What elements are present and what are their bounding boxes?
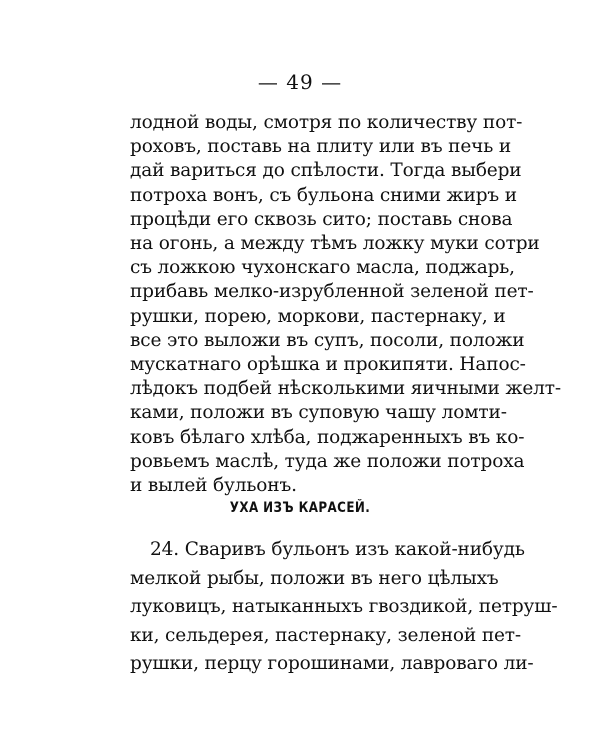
text-line: рушки, порею, моркови, пастернаку, и	[130, 305, 506, 327]
text-line: потроха вонъ, съ бульона сними жиръ и	[130, 184, 517, 206]
text-line: ковъ бѣлаго хлѣба, поджаренныхъ въ ко-	[130, 426, 525, 448]
text-line: ровьемъ маслѣ, туда же положи потроха	[130, 450, 525, 472]
text-line: дай вариться до спѣлости. Тогда выбери	[130, 160, 522, 182]
text-line: роховъ, поставь на плиту или въ печь и	[130, 136, 512, 158]
text-line: луковицъ, натыканныхъ гвоздикой, петруш-	[130, 596, 558, 617]
text-line: рушки, перцу горошинами, лавроваго ли-	[130, 653, 534, 674]
text-line: 24. Сваривъ бульонъ изъ какой-нибудь	[150, 539, 525, 560]
text-line: прибавь мелко-изрубленной зеленой пет-	[130, 281, 534, 303]
text-line: лодной воды, смотря по количеству пот-	[130, 112, 523, 133]
text-line: лѣдокъ подбей нѣсколькими яичными желт-	[130, 378, 561, 400]
text-line: и вылей бульонъ.	[130, 475, 297, 496]
text-line: ками, положи въ суповую чашу ломти-	[130, 402, 507, 424]
text-line: мускатнаго орѣшка и прокипяти. Напос-	[130, 354, 526, 375]
text-line: процѣди его сквозь сито; поставь снова	[130, 208, 513, 230]
text-line: мелкой рыбы, положи въ него цѣлыхъ	[130, 567, 499, 589]
text-line: все это выложи въ супъ, посоли, положи	[130, 329, 525, 351]
text-line: на огонь, а между тѣмъ ложку муки сотри	[130, 233, 540, 254]
section-title: УХА ИЗЪ КАРАСЕЙ.	[229, 500, 371, 516]
page-number: — 49 —	[257, 70, 343, 94]
text-line: ки, сельдерея, пастернаку, зеленой пет-	[130, 624, 521, 646]
text-line: съ ложкою чухонскаго масла, поджарь,	[130, 257, 515, 279]
